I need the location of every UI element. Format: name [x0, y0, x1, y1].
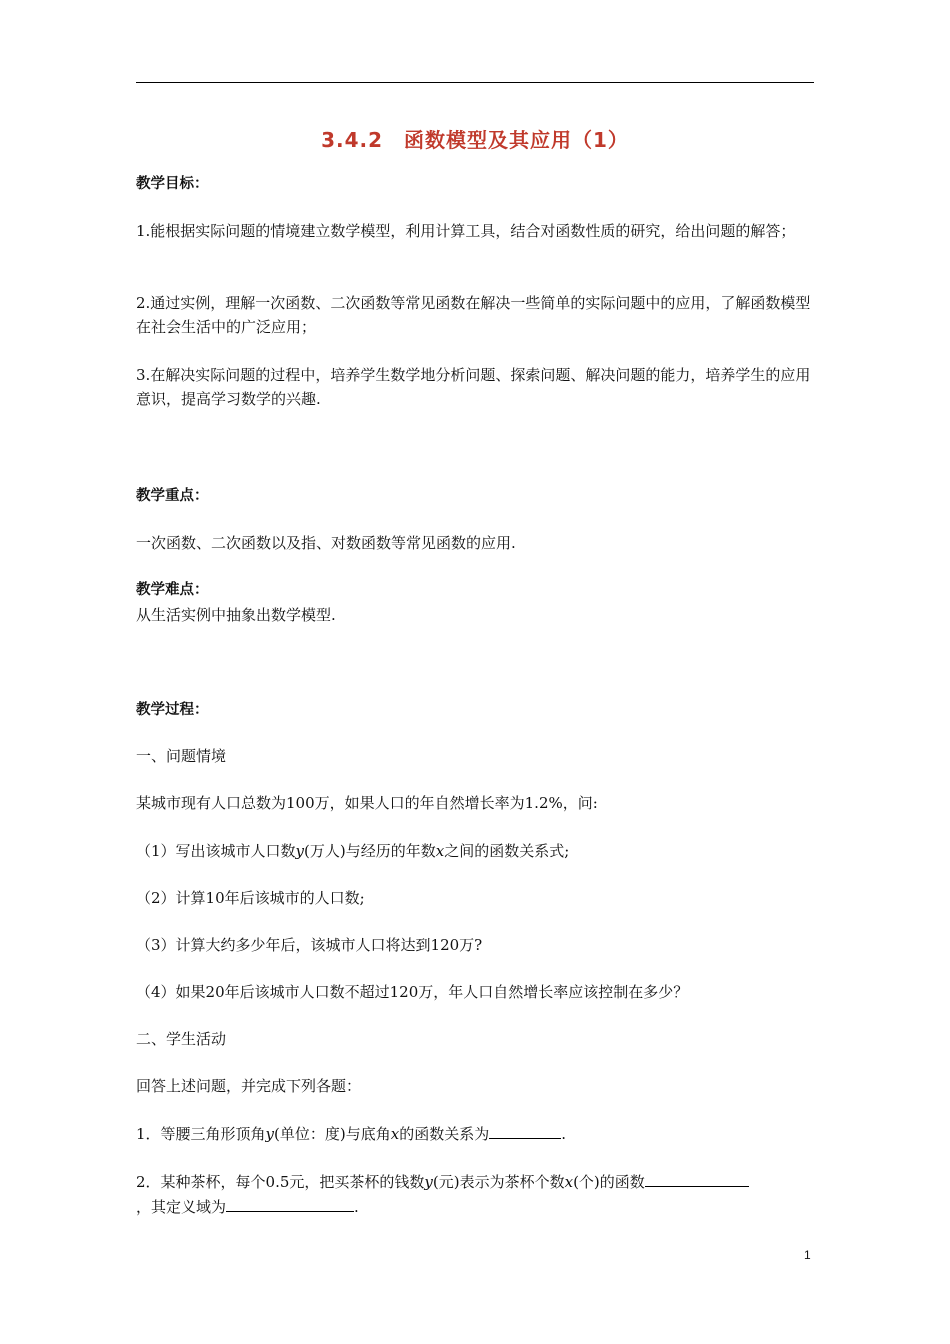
- key-points-text: 一次函数、二次函数以及指、对数函数等常见函数的应用.: [136, 534, 516, 552]
- header-rule: [136, 82, 814, 83]
- exercise-1: 1．等腰三角形顶角y(单位：度)与底角x的函数关系为 .: [136, 1125, 567, 1143]
- question-1: （1）写出该城市人口数y(万人)与经历的年数x之间的函数关系式;: [136, 842, 570, 860]
- problem-intro: 某城市现有人口总数为100万，如果人口的年自然增长率为1.2%，问:: [136, 794, 598, 812]
- objective-2: 2.通过实例，理解一次函数、二次函数等常见函数在解决一些简单的实际问题中的应用，了解函数模型在社会生活中的广泛应用；: [136, 294, 811, 336]
- domain-blank[interactable]: [226, 1197, 354, 1212]
- var-x: x: [564, 1173, 574, 1191]
- difficulty-text: 从生活实例中抽象出数学模型.: [136, 606, 336, 624]
- activity-intro: 回答上述问题，并完成下列各题：: [136, 1077, 362, 1095]
- var-x: x: [435, 842, 445, 860]
- page-number: 1: [804, 1248, 811, 1262]
- process-heading: 教学过程：: [136, 702, 209, 718]
- key-points-heading: 教学重点：: [136, 488, 209, 504]
- answer-blank[interactable]: [645, 1172, 749, 1187]
- question-3: （3）计算大约多少年后，该城市人口将达到120万?: [136, 936, 483, 954]
- var-y: y: [424, 1173, 433, 1191]
- section-heading-2: 二、学生活动: [136, 1030, 227, 1048]
- exercise-2-continued: ，其定义域为 .: [136, 1198, 359, 1216]
- objective-1: 1.能根据实际问题的情境建立数学模型，利用计算工具，结合对函数性质的研究，给出问题的解答；: [136, 222, 796, 240]
- section-heading-1: 一、问题情境: [136, 747, 227, 765]
- var-y: y: [265, 1125, 275, 1143]
- var-x: x: [390, 1125, 400, 1143]
- objective-3: 3.在解决实际问题的过程中，培养学生数学地分析问题、探索问题、解决问题的能力，培养学生的应用意识，提高学习数学的兴趣.: [136, 366, 811, 408]
- exercise-2: 2．某种茶杯，每个0.5元，把买茶杯的钱数y(元)表示为茶杯个数x(个)的函数: [136, 1170, 749, 1194]
- answer-blank[interactable]: [489, 1124, 561, 1139]
- difficulty-heading: 教学难点：: [136, 582, 209, 598]
- page-title: 3.4.2 函数模型及其应用（1）: [321, 128, 629, 152]
- objectives-heading: 教学目标：: [136, 176, 209, 192]
- var-y: y: [295, 842, 305, 860]
- question-4: （4）如果20年后该城市人口数不超过120万，年人口自然增长率应该控制在多少？: [136, 983, 689, 1001]
- question-2: （2）计算10年后该城市的人口数;: [136, 889, 365, 907]
